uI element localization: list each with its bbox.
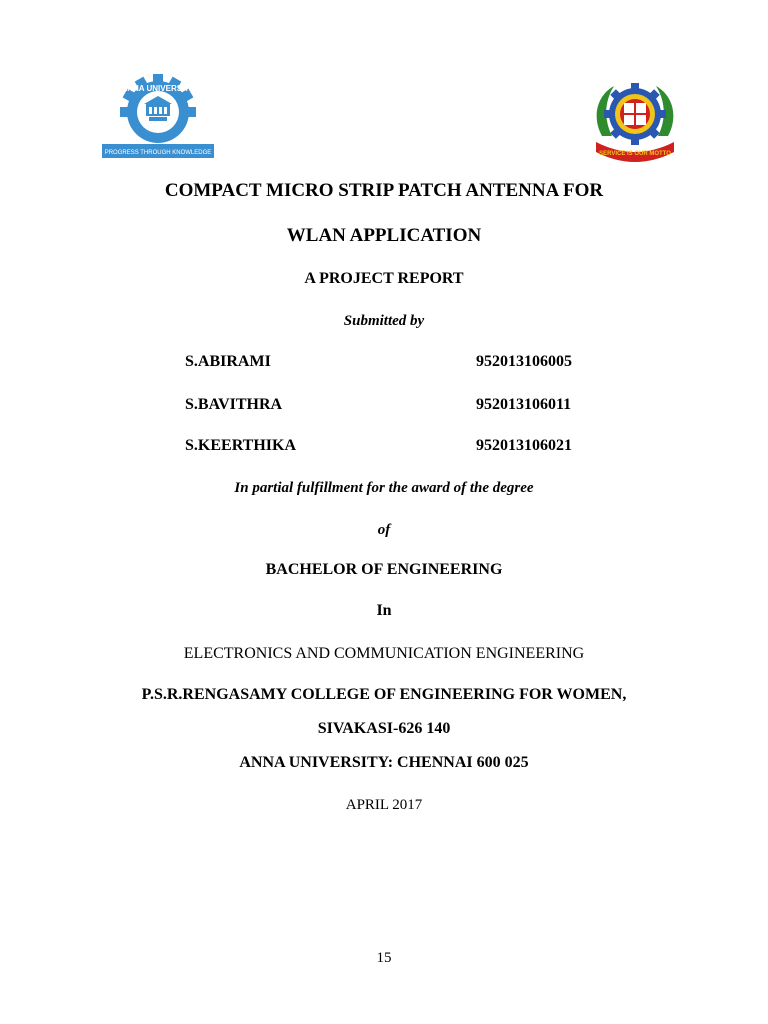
in-label: In xyxy=(376,602,392,619)
page-number: 15 xyxy=(376,950,392,966)
svg-text:PROGRESS THROUGH KNOWLEDGE: PROGRESS THROUGH KNOWLEDGE xyxy=(104,150,212,156)
fulfillment-statement: In partial fulfillment for the award of the degree xyxy=(234,480,534,496)
report-title-line-1: COMPACT MICRO STRIP PATCH ANTENNA FOR xyxy=(164,180,604,201)
college-location: SIVAKASI-626 140 xyxy=(317,720,451,737)
college-logo xyxy=(590,78,680,164)
of-label: of xyxy=(377,522,391,538)
department-name: ELECTRONICS AND COMMUNICATION ENGINEERING xyxy=(183,645,585,662)
student-name: S.ABIRAMI xyxy=(185,353,271,370)
report-title-line-2: WLAN APPLICATION xyxy=(286,225,482,246)
submission-date: APRIL 2017 xyxy=(345,797,423,813)
svg-text:SERVICE IS OUR MOTTO: SERVICE IS OUR MOTTO xyxy=(599,151,671,157)
student-name: S.BAVITHRA xyxy=(185,396,283,413)
svg-text:ANNA UNIVERSITY: ANNA UNIVERSITY xyxy=(121,84,195,93)
report-type: A PROJECT REPORT xyxy=(304,270,464,287)
college-name: P.S.R.RENGASAMY COLLEGE OF ENGINEERING FOR WOMEN, xyxy=(141,686,627,703)
student-reg-no: 952013106021 xyxy=(476,437,572,454)
student-name: S.KEERTHIKA xyxy=(185,437,297,454)
submitted-by-label: Submitted by xyxy=(343,313,425,329)
student-reg-no: 952013106005 xyxy=(476,353,572,370)
degree-name: BACHELOR OF ENGINEERING xyxy=(265,561,503,578)
university-name: ANNA UNIVERSITY: CHENNAI 600 025 xyxy=(239,754,529,771)
student-reg-no: 952013106011 xyxy=(476,396,572,413)
anna-university-logo xyxy=(102,74,214,160)
